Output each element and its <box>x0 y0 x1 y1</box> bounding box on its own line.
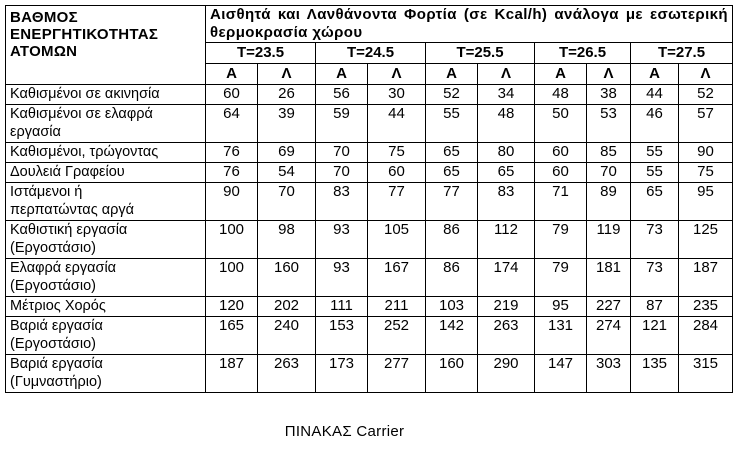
sensible-load-cell: 52 <box>426 85 478 105</box>
latent-load-cell: 277 <box>368 355 426 393</box>
sensible-load-cell: 160 <box>426 355 478 393</box>
activity-label-line: (Γυμναστήριο) <box>10 374 102 390</box>
sensible-load-cell: 60 <box>535 143 587 163</box>
latent-load-cell: 95 <box>679 183 733 221</box>
sensible-load-cell: 73 <box>631 221 679 259</box>
latent-load-cell: 39 <box>258 105 316 143</box>
activity-label-line: Βαριά εργασία <box>10 318 103 334</box>
sensible-load-cell: 79 <box>535 221 587 259</box>
latent-load-cell: 75 <box>679 163 733 183</box>
latent-load-cell: 69 <box>258 143 316 163</box>
sensible-load-cell: 65 <box>426 163 478 183</box>
sensible-load-cell: 86 <box>426 221 478 259</box>
sensible-load-cell: 71 <box>535 183 587 221</box>
sensible-load-cell: 76 <box>206 163 258 183</box>
corner-header-line: ΕΝΕΡΓΗΤΙΚΟΤΗΤΑΣ <box>10 26 159 43</box>
latent-load-cell: 44 <box>368 105 426 143</box>
latent-load-cell: 70 <box>258 183 316 221</box>
sensible-load-cell: 70 <box>316 143 368 163</box>
table-title: Αισθητά και Λανθάνοντα Φορτία (σε Kcal/h) ανάλογα με εσωτερική θερμοκρασία χώρου <box>206 6 733 43</box>
temperature-header: T=23.5 <box>206 43 316 64</box>
sensible-load-cell: 131 <box>535 317 587 355</box>
activity-label <box>6 163 206 183</box>
corner-header-line: ΒΑΘΜΟΣ <box>10 9 78 26</box>
sensible-load-header: Α <box>206 64 258 85</box>
table-row <box>6 355 733 393</box>
sensible-load-header: Α <box>631 64 679 85</box>
table-row <box>6 221 733 259</box>
latent-load-cell: 89 <box>587 183 631 221</box>
latent-load-cell: 53 <box>587 105 631 143</box>
activity-label <box>6 297 206 317</box>
latent-load-cell: 38 <box>587 85 631 105</box>
sensible-load-cell: 65 <box>426 143 478 163</box>
latent-load-cell: 174 <box>478 259 535 297</box>
latent-load-header: Λ <box>679 64 733 85</box>
table-row <box>6 183 733 221</box>
activity-label <box>6 317 206 355</box>
sensible-load-cell: 90 <box>206 183 258 221</box>
latent-load-cell: 290 <box>478 355 535 393</box>
activity-label <box>6 183 206 221</box>
latent-load-cell: 187 <box>679 259 733 297</box>
latent-load-cell: 240 <box>258 317 316 355</box>
latent-load-cell: 112 <box>478 221 535 259</box>
activity-label-line: περπατώντας αργά <box>10 202 134 218</box>
sensible-load-cell: 60 <box>535 163 587 183</box>
sensible-load-cell: 76 <box>206 143 258 163</box>
latent-load-cell: 98 <box>258 221 316 259</box>
sensible-load-cell: 77 <box>426 183 478 221</box>
activity-label <box>6 85 206 105</box>
sensible-load-cell: 73 <box>631 259 679 297</box>
sensible-load-cell: 70 <box>316 163 368 183</box>
latent-load-cell: 160 <box>258 259 316 297</box>
sensible-load-cell: 165 <box>206 317 258 355</box>
latent-load-header: Λ <box>478 64 535 85</box>
latent-load-cell: 70 <box>587 163 631 183</box>
latent-load-cell: 54 <box>258 163 316 183</box>
sensible-load-cell: 55 <box>631 163 679 183</box>
sensible-load-header: Α <box>535 64 587 85</box>
sensible-load-cell: 55 <box>631 143 679 163</box>
sensible-load-cell: 86 <box>426 259 478 297</box>
sensible-load-cell: 65 <box>631 183 679 221</box>
sensible-load-cell: 44 <box>631 85 679 105</box>
activity-label <box>6 355 206 393</box>
latent-load-cell: 34 <box>478 85 535 105</box>
activity-label <box>6 143 206 163</box>
latent-load-cell: 181 <box>587 259 631 297</box>
sensible-load-cell: 173 <box>316 355 368 393</box>
activity-label-line: Ελαφρά εργασία <box>10 260 117 276</box>
activity-level-header <box>6 6 206 85</box>
sensible-load-cell: 153 <box>316 317 368 355</box>
activity-label <box>6 221 206 259</box>
sensible-load-cell: 100 <box>206 221 258 259</box>
latent-load-cell: 105 <box>368 221 426 259</box>
latent-load-cell: 219 <box>478 297 535 317</box>
latent-load-cell: 125 <box>679 221 733 259</box>
activity-label-line: Καθισμένοι σε ακινησία <box>10 86 160 102</box>
activity-label-line: εργασία <box>10 124 61 140</box>
activity-label-line: Δουλειά Γραφείου <box>10 164 125 180</box>
latent-load-cell: 211 <box>368 297 426 317</box>
latent-load-cell: 80 <box>478 143 535 163</box>
latent-load-cell: 252 <box>368 317 426 355</box>
sensible-load-cell: 59 <box>316 105 368 143</box>
activity-label-line: Ιστάμενοι ή <box>10 184 83 200</box>
sensible-load-cell: 95 <box>535 297 587 317</box>
latent-load-header: Λ <box>368 64 426 85</box>
latent-load-cell: 119 <box>587 221 631 259</box>
latent-load-cell: 303 <box>587 355 631 393</box>
temperature-header: T=25.5 <box>426 43 535 64</box>
table-row <box>6 317 733 355</box>
activity-label-line: (Εργοστάσιο) <box>10 336 96 352</box>
sensible-load-cell: 79 <box>535 259 587 297</box>
sensible-load-header: Α <box>426 64 478 85</box>
activity-label <box>6 105 206 143</box>
latent-load-cell: 30 <box>368 85 426 105</box>
activity-label-line: Καθισμένοι σε ελαφρά <box>10 106 153 122</box>
sensible-load-cell: 87 <box>631 297 679 317</box>
sensible-load-cell: 100 <box>206 259 258 297</box>
latent-load-cell: 85 <box>587 143 631 163</box>
latent-load-cell: 52 <box>679 85 733 105</box>
temperature-header: T=24.5 <box>316 43 426 64</box>
latent-load-cell: 48 <box>478 105 535 143</box>
sensible-load-cell: 135 <box>631 355 679 393</box>
table-row <box>6 259 733 297</box>
sensible-load-cell: 93 <box>316 259 368 297</box>
sensible-load-cell: 142 <box>426 317 478 355</box>
latent-load-cell: 263 <box>258 355 316 393</box>
table-row <box>6 85 733 105</box>
activity-label-line: Καθισμένοι, τρώγοντας <box>10 144 159 160</box>
table-row <box>6 163 733 183</box>
activity-label-line: Μέτριος Χορός <box>10 298 106 314</box>
activity-label-line: Βαριά εργασία <box>10 356 103 372</box>
sensible-load-cell: 187 <box>206 355 258 393</box>
temperature-header: T=26.5 <box>535 43 631 64</box>
latent-load-header: Λ <box>258 64 316 85</box>
latent-load-cell: 90 <box>679 143 733 163</box>
table-row <box>6 297 733 317</box>
latent-load-cell: 167 <box>368 259 426 297</box>
latent-load-cell: 284 <box>679 317 733 355</box>
sensible-load-cell: 50 <box>535 105 587 143</box>
sensible-load-cell: 64 <box>206 105 258 143</box>
latent-load-cell: 227 <box>587 297 631 317</box>
latent-load-header: Λ <box>587 64 631 85</box>
latent-load-cell: 75 <box>368 143 426 163</box>
latent-load-cell: 26 <box>258 85 316 105</box>
sensible-load-cell: 56 <box>316 85 368 105</box>
latent-load-cell: 57 <box>679 105 733 143</box>
sensible-load-cell: 55 <box>426 105 478 143</box>
latent-load-cell: 235 <box>679 297 733 317</box>
sensible-load-cell: 48 <box>535 85 587 105</box>
activity-label-line: (Εργοστάσιο) <box>10 278 96 294</box>
sensible-load-header: Α <box>316 64 368 85</box>
table-row <box>6 105 733 143</box>
sensible-load-cell: 111 <box>316 297 368 317</box>
sensible-load-cell: 120 <box>206 297 258 317</box>
latent-load-cell: 202 <box>258 297 316 317</box>
latent-load-cell: 83 <box>478 183 535 221</box>
latent-load-cell: 60 <box>368 163 426 183</box>
temperature-header: T=27.5 <box>631 43 733 64</box>
activity-label-line: (Εργοστάσιο) <box>10 240 96 256</box>
table-row <box>6 143 733 163</box>
activity-label <box>6 259 206 297</box>
sensible-load-cell: 147 <box>535 355 587 393</box>
carrier-load-table <box>5 5 733 393</box>
caption-text: ΠΙΝΑΚΑΣ Carrier <box>284 423 405 440</box>
sensible-load-cell: 83 <box>316 183 368 221</box>
sensible-load-cell: 103 <box>426 297 478 317</box>
table-caption <box>0 423 739 440</box>
latent-load-cell: 77 <box>368 183 426 221</box>
latent-load-cell: 274 <box>587 317 631 355</box>
sensible-load-cell: 46 <box>631 105 679 143</box>
sensible-load-cell: 93 <box>316 221 368 259</box>
corner-header-line: ΑΤΟΜΩΝ <box>10 43 78 60</box>
latent-load-cell: 263 <box>478 317 535 355</box>
sensible-load-cell: 121 <box>631 317 679 355</box>
sensible-load-cell: 60 <box>206 85 258 105</box>
activity-label-line: Καθιστική εργασία <box>10 222 128 238</box>
latent-load-cell: 65 <box>478 163 535 183</box>
latent-load-cell: 315 <box>679 355 733 393</box>
